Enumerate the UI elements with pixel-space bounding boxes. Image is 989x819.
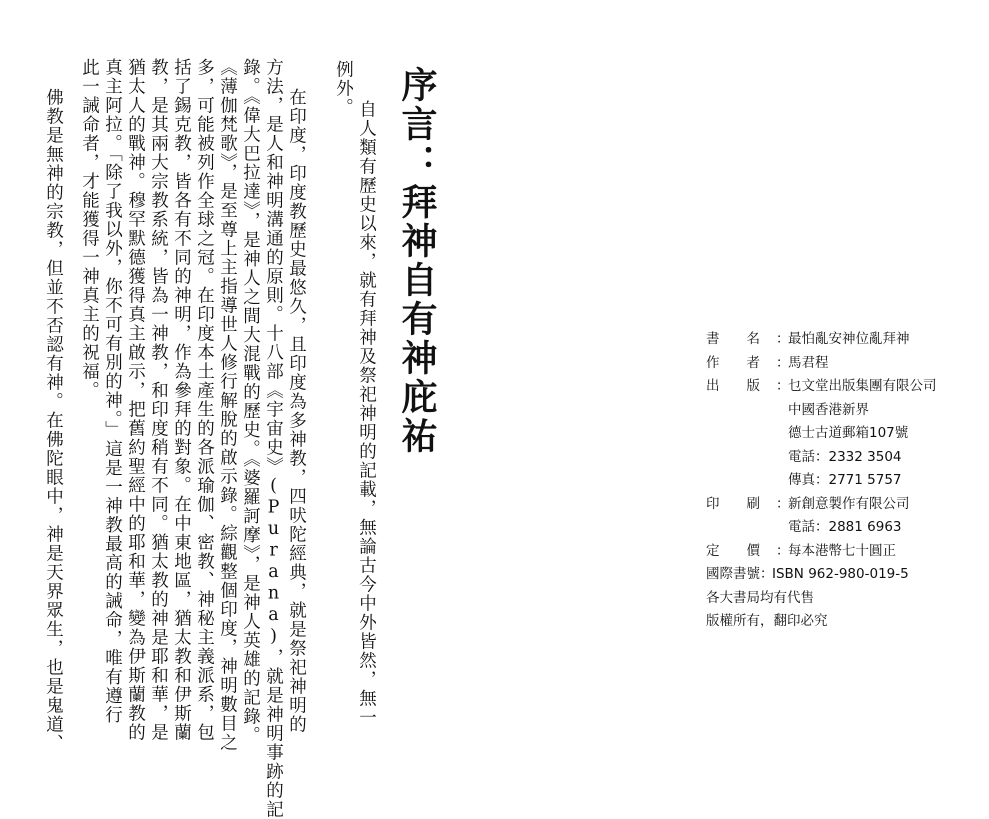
price-value: 每本港幣七十圓正	[788, 542, 896, 559]
printer-value: 新創意製作有限公司	[788, 495, 910, 512]
printer-phone: 電話：2881 6963	[788, 519, 902, 535]
author-value: 馬君程	[788, 354, 829, 371]
text-column-13: 佛教是無神的宗教，但並不否認有神。在佛陀眼中，神是天界眾生，也是鬼道、	[43, 88, 64, 753]
colophon	[706, 328, 976, 634]
text-column-3: 在印度，印度教歷史最悠久，且印度為多神教，四吠陀經典，就是祭祀神明的	[286, 88, 307, 734]
text-column-5: 錄。《偉大巴拉達》，是神人之間大混戰的歷史。《婆羅訶摩》，是神人英雄的記錄。	[240, 58, 261, 745]
publisher-value: 乜文堂出版集團有限公司	[788, 378, 937, 394]
isbn-label: 國際書號	[706, 566, 760, 582]
text-column-9: 教，是其兩大宗教系統，皆為一神教，和印度稍有不同。猶太教的神是耶和華，是	[148, 58, 169, 742]
text-column-4: 方法，是人和神明溝通的原則。十八部《宇宙史》(Purana)，就是神明事跡的記	[263, 58, 284, 819]
printer-label: 印 刷	[706, 495, 760, 512]
text-column-11: 真主阿拉。「除了我以外，你不可有別的神。」這是一神教最高的誡命，唯有遵行	[102, 58, 123, 725]
copyright-note: 版權所有，翻印必究	[706, 613, 828, 629]
book-value: 最怕亂安神位亂拜神	[788, 331, 910, 347]
text-column-2: 例外。	[333, 60, 354, 117]
text-column-12: 此一誡命者，才能獲得一神真主的祝福。	[79, 58, 100, 400]
isbn-value: ISBN 962-980-019-5	[772, 566, 909, 582]
colophon-isbn-row: 國際書號 ： ISBN 962-980-019-5	[706, 563, 976, 587]
publisher-address-line-2: 德士古道郵箱107號	[788, 425, 909, 441]
colophon-publisher-row: 出 版 ： 乜文堂出版集團有限公司	[706, 375, 976, 399]
book-label: 書 名	[706, 331, 760, 347]
colophon-price-row: 定 價 ： 每本港幣七十圓正	[706, 540, 976, 564]
text-column-1: 自人類有歷史以來，就有拜神及祭祀神明的記載，無論古今中外皆然，無一	[356, 100, 377, 727]
text-column-6: 《薄伽梵歌》，是至尊上主指導世人修行解脫的啟示錄。綜觀整個印度，神明數目之	[217, 58, 238, 753]
author-label: 作 者	[706, 354, 760, 371]
text-column-8: 括了錫克教，皆各有不同的神明，作為參拜的對象。在中東地區，猶太教和伊斯蘭	[171, 58, 192, 742]
colophon-printer-row: 印 刷 ： 新創意製作有限公司	[706, 493, 976, 517]
text-column-7: 多，可能被列作全球之冠。在印度本土產生的各派瑜伽、密教、神秘主義派系，包	[194, 58, 215, 742]
publisher-label: 出 版	[706, 378, 760, 394]
price-label: 定 價	[706, 542, 760, 559]
text-column-10: 猶太人的戰神。穆罕默德獲得真主啟示，把舊約聖經中的耶和華，變為伊斯蘭教的	[125, 58, 146, 742]
publisher-address-line-1: 中國香港新界	[788, 401, 869, 418]
publisher-phone: 電話：2332 3504	[788, 448, 902, 465]
page-title: 序言：拜神自有神庇祐	[396, 66, 437, 456]
publisher-fax: 傳真：2771 5757	[788, 472, 902, 488]
colophon-author-row: 作 者 ： 馬君程	[706, 352, 976, 376]
colophon-book-row: 書 名 ： 最怕亂安神位亂拜神	[706, 328, 976, 352]
sold-by-note: 各大書局均有代售	[706, 589, 814, 606]
